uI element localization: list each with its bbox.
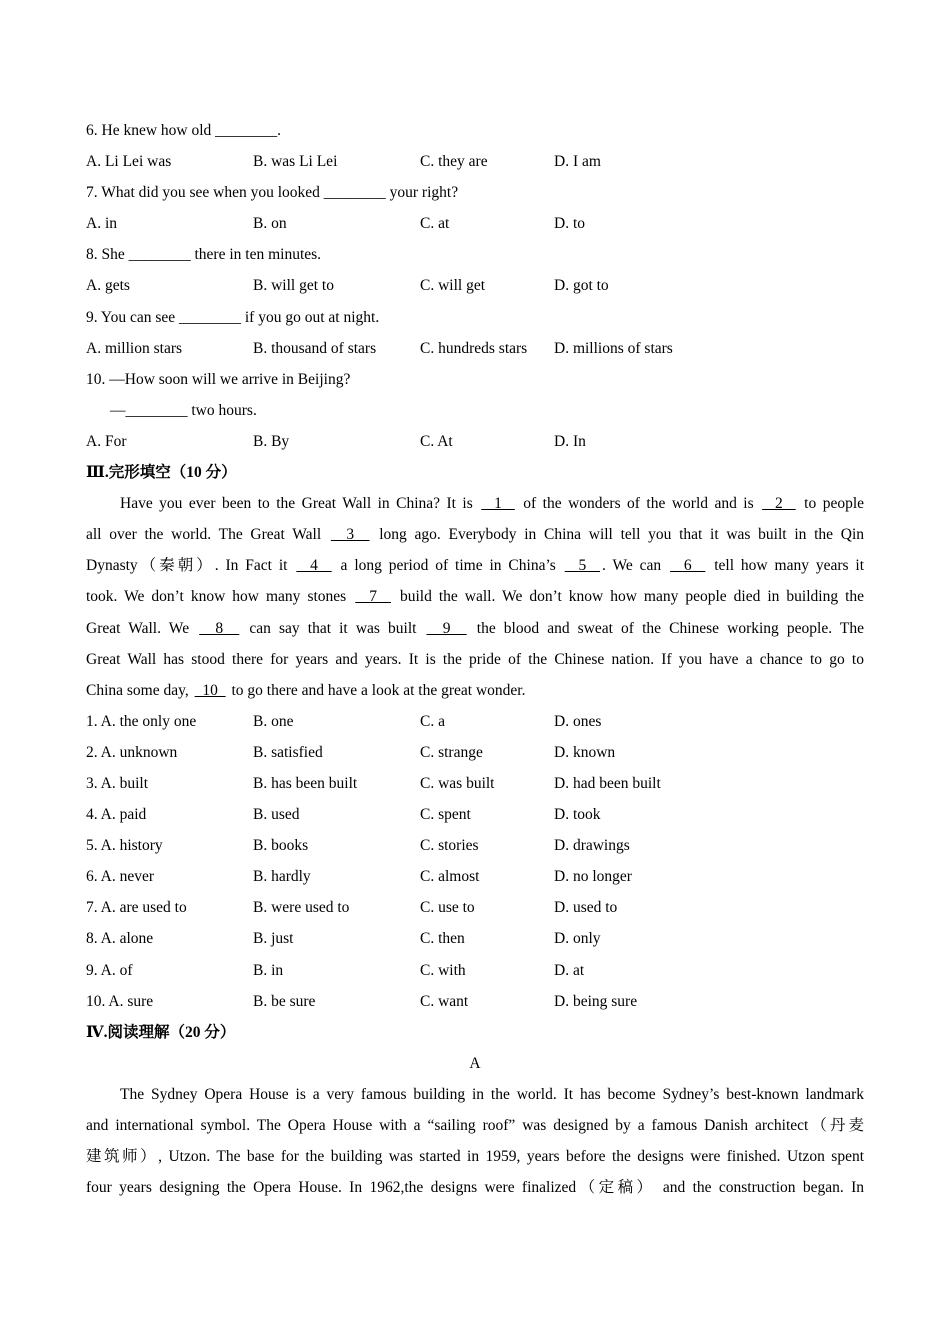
reading-passage-label: A [469, 1054, 481, 1072]
cloze-option-row [86, 768, 864, 799]
option-b: B. were used to [253, 899, 350, 917]
option-b: B. will get to [253, 277, 334, 295]
option-b: B. one [253, 712, 294, 730]
cloze-text: can say that it was built [241, 619, 425, 637]
cloze-text: took. We don’t know how many stones [86, 588, 354, 606]
cloze-text: long ago. Everybody in China will tell you that it was built in the Qin [371, 526, 865, 544]
cloze-text: the blood and sweat of the Chinese working people. The [468, 619, 864, 637]
question-10-stem: 10. —How soon will we arrive in Beijing? [86, 370, 351, 388]
option-d: D. millions of stars [554, 339, 673, 357]
section-heading-reading: Ⅳ.阅读理解（20 分） [86, 1023, 236, 1041]
section-heading-cloze: Ⅲ.完形填空（10 分） [86, 464, 237, 482]
cloze-blank-4: 4 [296, 557, 332, 575]
question-6-stem: 6. He knew how old ________. [86, 122, 282, 139]
option-d: D. took [554, 806, 601, 824]
option-b: B. hardly [253, 868, 311, 886]
option-d: D. In [554, 432, 586, 450]
option-d: D. to [554, 215, 585, 233]
option-b: B. thousand of stars [253, 339, 377, 357]
cloze-text: . We can [602, 557, 669, 575]
option-b: B. just [253, 930, 294, 948]
option-d: D. only [554, 930, 601, 948]
option-c: C. strange [420, 743, 483, 761]
option-a: 7. A. are used to [86, 899, 187, 917]
question-6-options [86, 146, 864, 177]
option-b: B. used [253, 806, 300, 824]
option-a: 8. A. alone [86, 930, 154, 948]
option-d: D. being sure [554, 992, 638, 1010]
option-c: C. want [420, 992, 469, 1010]
cloze-options-list [86, 706, 864, 1017]
cloze-blank-10: 10 [194, 681, 226, 699]
cloze-blank-2: 2 [762, 495, 796, 513]
option-d: D. got to [554, 277, 609, 295]
option-d: D. no longer [554, 868, 632, 886]
cloze-text: a long period of time in China’s [333, 557, 563, 575]
option-c: C. spent [420, 806, 471, 824]
cloze-blank-3: 3 [330, 526, 370, 544]
cloze-blank-5: 5 [564, 557, 600, 575]
question-7-stem: 7. What did you see when you looked ________ your right? [86, 184, 459, 202]
cloze-blank-6: 6 [670, 557, 706, 575]
cloze-blank-1: 1 [481, 495, 515, 513]
option-b: B. books [253, 837, 309, 855]
option-b: B. be sure [253, 992, 316, 1010]
option-d: D. had been built [554, 774, 661, 792]
option-a: 5. A. history [86, 837, 163, 855]
reading-line-2: and international symbol. The Opera House with a “sailing roof” was designed by a famous Danish architect（丹麦 [86, 1117, 864, 1134]
reading-line-4: four years designing the Opera House. In 1962,the designs were finalized（定稿） and the construction began. In [86, 1179, 864, 1197]
cloze-option-row [86, 830, 864, 861]
option-c: C. then [420, 930, 465, 948]
cloze-text: all over the world. The Great Wall [86, 526, 329, 544]
option-d: D. at [554, 961, 585, 979]
option-a: 9. A. of [86, 961, 133, 979]
cloze-text: China some day, [86, 681, 193, 699]
option-d: D. used to [554, 899, 618, 917]
option-b: B. in [253, 961, 284, 979]
cloze-option-row [86, 861, 864, 892]
cloze-option-row [86, 955, 864, 986]
option-a: 2. A. unknown [86, 743, 178, 761]
option-b: B. By [253, 432, 290, 450]
question-9-stem: 9. You can see ________ if you go out at night. [86, 308, 380, 326]
question-8-options [86, 270, 864, 301]
option-c: C. hundreds stars [420, 339, 528, 357]
option-d: D. drawings [554, 837, 630, 855]
option-c: C. with [420, 961, 466, 979]
cloze-line-1 [86, 488, 864, 519]
exam-page [86, 115, 864, 1203]
cloze-text: build the wall. We don’t know how many people died in building the [392, 588, 865, 606]
option-a: A. million stars [86, 339, 183, 357]
option-c: C. was built [420, 774, 495, 792]
option-c: C. they are [420, 153, 488, 171]
option-c: C. at [420, 215, 450, 233]
cloze-option-row [86, 706, 864, 737]
option-d: D. known [554, 743, 616, 761]
cloze-line-6: Great Wall has stood there for years and years. It is the pride of the Chinese nation. If you have a chance to go to [86, 650, 864, 668]
reading-line-1: The Sydney Opera House is a very famous building in the world. It has become Sydney’s best-known landmark [120, 1085, 864, 1103]
option-a: 6. A. never [86, 868, 155, 886]
cloze-line-2 [86, 519, 864, 550]
option-a: 4. A. paid [86, 806, 147, 824]
option-c: C. stories [420, 837, 479, 855]
cloze-blank-8: 8 [199, 619, 240, 637]
option-a: 3. A. built [86, 774, 149, 792]
cloze-blank-7: 7 [355, 588, 391, 606]
cloze-line-3 [86, 550, 864, 581]
cloze-text: to people [797, 495, 865, 513]
option-a: A. in [86, 215, 117, 233]
cloze-text: Dynasty（秦朝）. In Fact it [86, 557, 295, 575]
question-10-options [86, 426, 864, 457]
cloze-option-row [86, 986, 864, 1017]
option-c: C. a [420, 712, 445, 730]
cloze-option-row [86, 799, 864, 830]
question-8-stem: 8. She ________ there in ten minutes. [86, 246, 322, 264]
cloze-text: tell how many years it [707, 557, 865, 575]
option-b: B. has been built [253, 774, 358, 792]
option-a: A. gets [86, 277, 130, 295]
cloze-text: of the wonders of the world and is [516, 495, 761, 513]
cloze-line-4 [86, 581, 864, 612]
cloze-text: to go there and have a look at the great wonder. [227, 681, 526, 699]
cloze-text: Have you ever been to the Great Wall in China? It is [120, 495, 480, 513]
question-7-options [86, 208, 864, 239]
option-b: B. satisfied [253, 743, 323, 761]
option-d: D. I am [554, 153, 601, 171]
option-c: C. use to [420, 899, 475, 917]
cloze-option-row [86, 892, 864, 923]
option-c: C. At [420, 432, 453, 450]
question-9-options [86, 333, 864, 364]
option-a: 10. A. sure [86, 992, 154, 1010]
option-a: A. For [86, 432, 127, 450]
cloze-option-row [86, 737, 864, 768]
option-c: C. almost [420, 868, 480, 886]
option-a: 1. A. the only one [86, 712, 197, 730]
cloze-line-5 [86, 613, 864, 644]
option-a: A. Li Lei was [86, 153, 172, 171]
cloze-blank-9: 9 [426, 619, 467, 637]
cloze-line-7 [86, 675, 864, 706]
option-b: B. was Li Lei [253, 153, 338, 171]
cloze-option-row [86, 923, 864, 954]
reading-line-3: 建筑师）, Utzon. The base for the building was started in 1959, years before the designs were finished. Utzon spent [86, 1148, 864, 1166]
option-b: B. on [253, 215, 287, 233]
cloze-text: Great Wall. We [86, 619, 198, 637]
option-d: D. ones [554, 712, 602, 730]
option-c: C. will get [420, 277, 486, 295]
question-10-reply: —________ two hours. [110, 401, 257, 419]
